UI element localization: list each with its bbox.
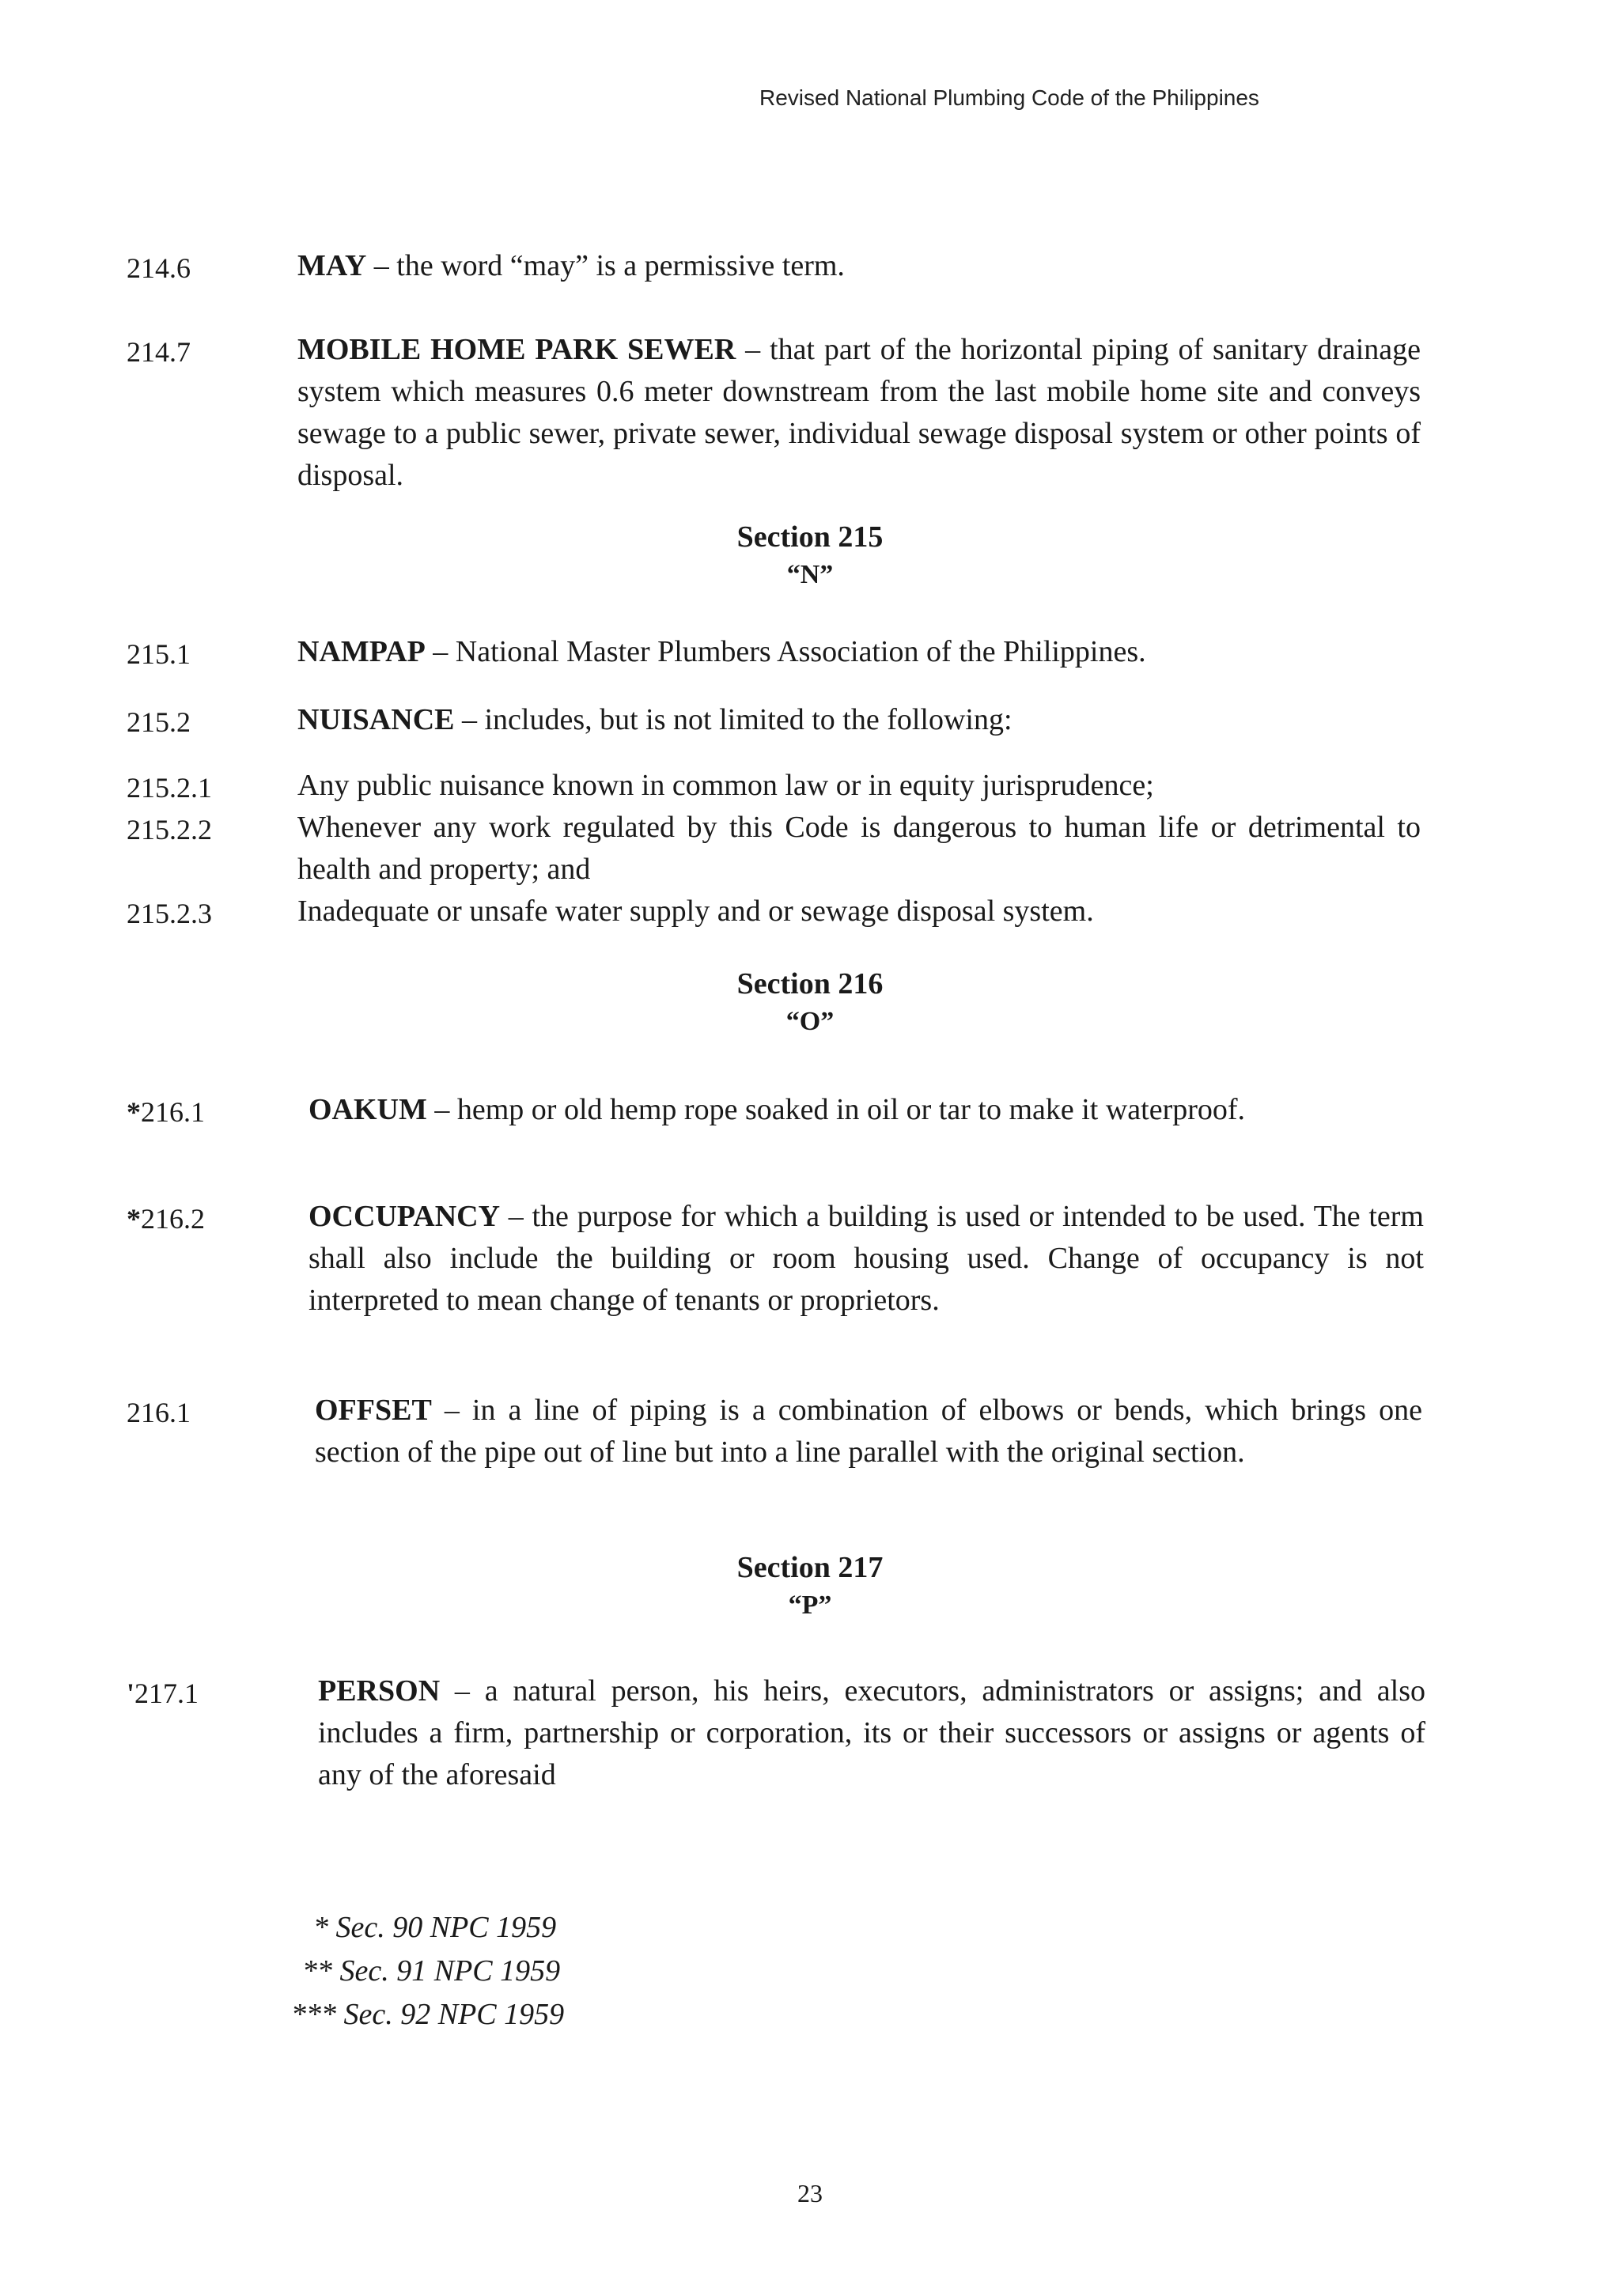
entry-definition: – a natural person, his heirs, executors, administrators or assigns; and also includes a firm, partnership or corporation, its or their successors or assigns or agents of any of the aforesaid — [318, 1674, 1425, 1791]
entry-text — [318, 1670, 1425, 1796]
section-title: Section 216 — [736, 967, 884, 1000]
entry-number: *216.2 — [127, 1203, 205, 1235]
entry-definition: Any public nuisance known in common law or in equity jurisprudence; — [297, 769, 1154, 802]
entry-text — [297, 245, 1421, 287]
entry-term: OAKUM — [308, 1093, 427, 1126]
entry-text — [308, 1196, 1424, 1322]
entry-text — [308, 1089, 1424, 1131]
entry-term: NAMPAP — [297, 635, 426, 668]
entry-number: *216.1 — [127, 1096, 205, 1128]
entry-definition: – the purpose for which a building is used or intended to be used. The term shall also include the building or room housing used. Change of occupancy is not interpreted to mean change of tenants or proprietors. — [308, 1200, 1424, 1317]
footnote: *** Sec. 92 NPC 1959 — [291, 1998, 565, 2031]
entry-text — [315, 1390, 1422, 1473]
entry-term: MOBILE HOME PARK SEWER — [297, 333, 736, 366]
amendment-marker: * — [127, 1096, 141, 1128]
entry-definition: Inadequate or unsafe water supply and or sewage disposal system. — [297, 895, 1094, 928]
section-heading — [0, 965, 1620, 1041]
entry-number: '217.1 — [127, 1678, 199, 1709]
entry-number: 215.2.1 — [127, 772, 212, 804]
entry-term: MAY — [297, 249, 367, 282]
section-letter: “P” — [788, 1591, 832, 1620]
entry-definition: – in a line of piping is a combination of elbows or bends, which brings one section of the pipe out of line but into a line parallel with the original section. — [315, 1394, 1422, 1469]
section-heading — [0, 1549, 1620, 1625]
entry-term: OFFSET — [315, 1394, 432, 1427]
entry-definition: Whenever any work regulated by this Code is dangerous to human life or detrimental to health and property; and — [297, 811, 1421, 886]
section-title: Section 217 — [736, 1551, 884, 1584]
section-heading — [0, 518, 1620, 594]
amendment-marker: * — [127, 1203, 141, 1235]
entry-term: PERSON — [318, 1674, 441, 1708]
section-title: Section 215 — [736, 520, 884, 554]
entry-number: 216.1 — [127, 1397, 191, 1428]
entry-text — [297, 631, 1421, 673]
entry-number: 214.7 — [127, 336, 191, 368]
entry-number: 214.6 — [127, 252, 191, 284]
entry-definition: – that part of the horizontal piping of sanitary drainage system which measures 0.6 meter downstream from the last mobile home site and conveys sewage to a public sewer, private sewer, individual sewage disposal system or other points of disposal. — [297, 333, 1421, 492]
entry-number: 215.1 — [127, 638, 191, 670]
section-letter: “O” — [785, 1007, 835, 1036]
running-header: Revised National Plumbing Code of the Philippines — [759, 85, 1259, 110]
entry-definition: – National Master Plumbers Association of the Philippines. — [425, 635, 1146, 668]
entry-definition: – the word “may” is a permissive term. — [366, 249, 845, 282]
entry-number: 215.2.3 — [127, 898, 212, 929]
entry-definition: – includes, but is not limited to the following: — [454, 703, 1012, 736]
footnote: ** Sec. 91 NPC 1959 — [302, 1954, 561, 1988]
entry-term: OCCUPANCY — [308, 1200, 501, 1233]
entry-text — [297, 699, 1421, 741]
entry-definition: – hemp or old hemp rope soaked in oil or tar to make it waterproof. — [426, 1093, 1246, 1126]
amendment-marker: ' — [127, 1678, 135, 1709]
entry-term: NUISANCE — [297, 703, 455, 736]
entry-number: 215.2 — [127, 706, 191, 738]
section-letter: “N” — [786, 560, 834, 589]
page-number: 23 — [797, 2179, 823, 2207]
footnote: * Sec. 90 NPC 1959 — [313, 1911, 557, 1944]
entry-text — [297, 329, 1421, 497]
entry-number: 215.2.2 — [127, 814, 212, 845]
footnotes — [285, 1906, 759, 2037]
